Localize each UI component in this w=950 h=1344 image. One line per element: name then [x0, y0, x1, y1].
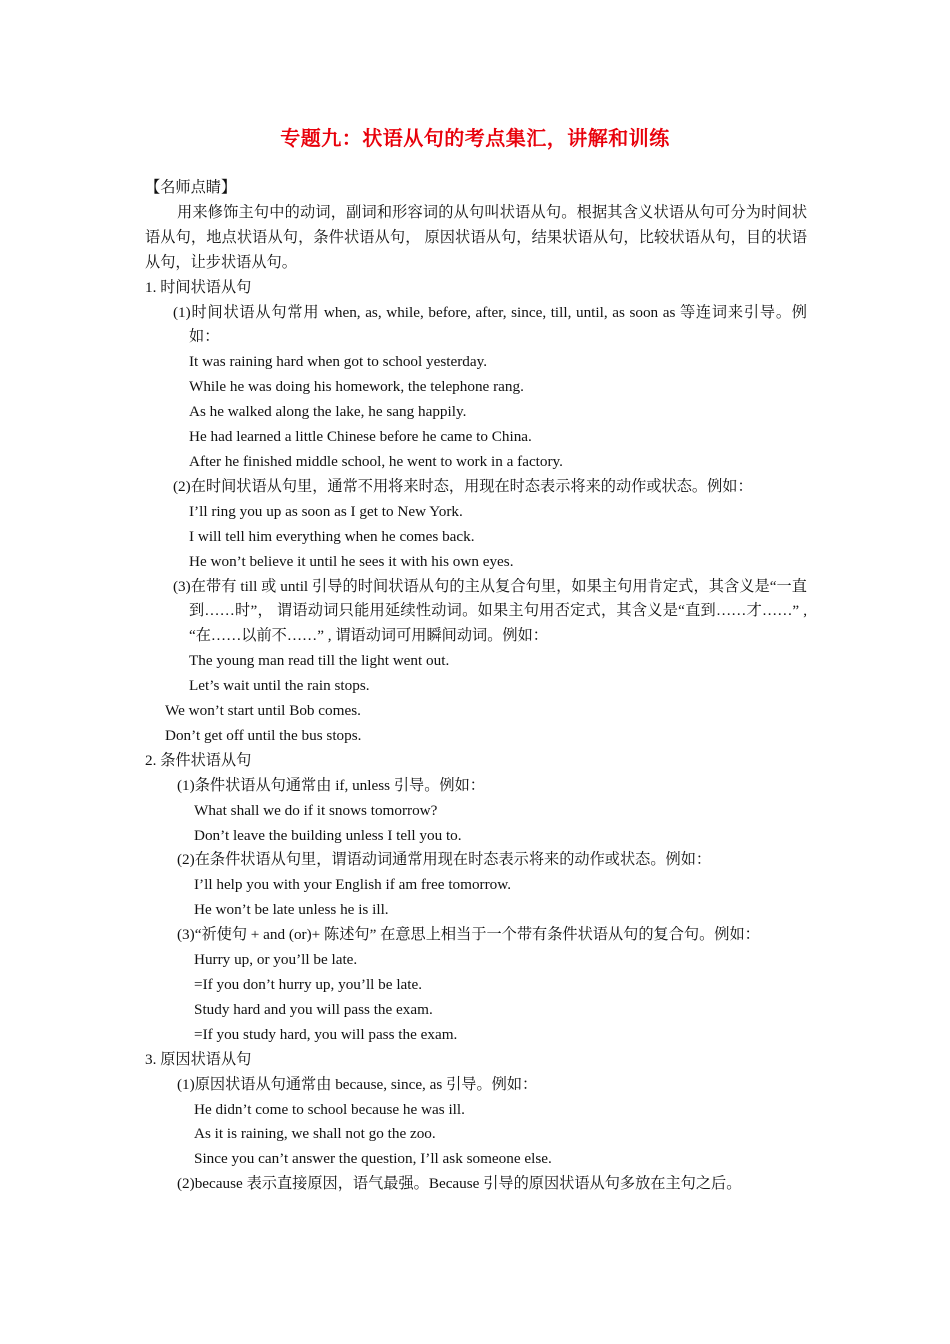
example-sentence: Let’s wait until the rain stops.	[189, 677, 370, 695]
reason-point-1: (1)原因状语从句通常由 because, since, as 引导。例如：	[177, 1075, 538, 1093]
section-heading-condition: 2. 条件状语从句	[145, 751, 252, 769]
example-sentence: The young man read till the light went out.	[189, 652, 450, 670]
section-heading-reason: 3. 原因状语从句	[145, 1050, 252, 1068]
example-sentence: We won’t start until Bob comes.	[165, 702, 361, 720]
intro-heading: 【名师点睛】	[145, 179, 237, 196]
example-sentence: He won’t believe it until he sees it with his own eyes.	[189, 552, 514, 570]
example-sentence: After he finished middle school, he went to work in a factory.	[189, 452, 563, 470]
example-sentence: He didn’t come to school because he was ill.	[194, 1100, 465, 1118]
example-sentence: I will tell him everything when he comes back.	[189, 527, 475, 545]
example-sentence: =If you study hard, you will pass the exam.	[194, 1025, 458, 1043]
condition-point-2: (2)在条件状语从句里，谓语动词通常用现在时态表示将来的动作或状态。例如：	[177, 851, 712, 869]
example-sentence: Since you can’t answer the question, I’ll ask someone else.	[194, 1150, 552, 1168]
time-point-1: (1)时间状语从句常用 when, as, while, before, after, since, till, until, as soon as 等连词来引导。例如：	[173, 303, 807, 346]
intro-paragraph: 用来修饰主句中的动词，副词和形容词的从句叫状语从句。根据其含义状语从句可分为时间状语从句，地点状语从句，条件状语从句， 原因状语从句，结果状语从句，比较状语从句，目的状语从句，让步状语从句。	[145, 203, 807, 271]
reason-point-2: (2)because 表示直接原因，语气最强。Because 引导的原因状语从句多放在主句之后。	[177, 1175, 742, 1193]
example-sentence: Study hard and you will pass the exam.	[194, 1000, 433, 1018]
example-sentence: Don’t get off until the bus stops.	[165, 726, 362, 744]
condition-point-1: (1)条件状语从句通常由 if, unless 引导。例如：	[177, 776, 485, 794]
time-point-2: (2)在时间状语从句里，通常不用将来时态，用现在时态表示将来的动作或状态。例如：	[173, 477, 753, 495]
example-sentence: I’ll ring you up as soon as I get to New York.	[189, 502, 463, 520]
example-sentence: It was raining hard when got to school yesterday.	[189, 353, 488, 371]
example-sentence: Don’t leave the building unless I tell you to.	[194, 826, 462, 844]
condition-point-3: (3)“祈使句 + and (or)+ 陈述句” 在意思上相当于一个带有条件状语从句的复合句。例如：	[177, 926, 760, 944]
example-sentence: I’ll help you with your English if am free tomorrow.	[194, 876, 512, 894]
example-sentence: Hurry up, or you’ll be late.	[194, 951, 358, 969]
example-sentence: What shall we do if it snows tomorrow?	[194, 801, 438, 819]
time-point-3: (3)在带有 till 或 until 引导的时间状语从句的主从复合句里，如果主句用肯定式，其含义是“一直到……时”， 谓语动词只能用延续性动词。如果主句用否定式，其含义是“直到……才……” , “在……以前不……” , 谓语动词可用瞬间动词。例如：	[173, 577, 807, 645]
example-sentence: He had learned a little Chinese before he came to China.	[189, 428, 532, 446]
example-sentence: He won’t be late unless he is ill.	[194, 901, 389, 919]
example-sentence: As he walked along the lake, he sang happily.	[189, 403, 467, 421]
document-body	[145, 176, 807, 1197]
example-sentence: =If you don’t hurry up, you’ll be late.	[194, 976, 423, 993]
page-title: 专题九：状语从句的考点集汇，讲解和训练	[280, 128, 670, 150]
example-sentence: While he was doing his homework, the telephone rang.	[189, 378, 524, 396]
example-sentence: As it is raining, we shall not go the zoo.	[194, 1125, 436, 1143]
section-heading-time: 1. 时间状语从句	[145, 278, 252, 296]
